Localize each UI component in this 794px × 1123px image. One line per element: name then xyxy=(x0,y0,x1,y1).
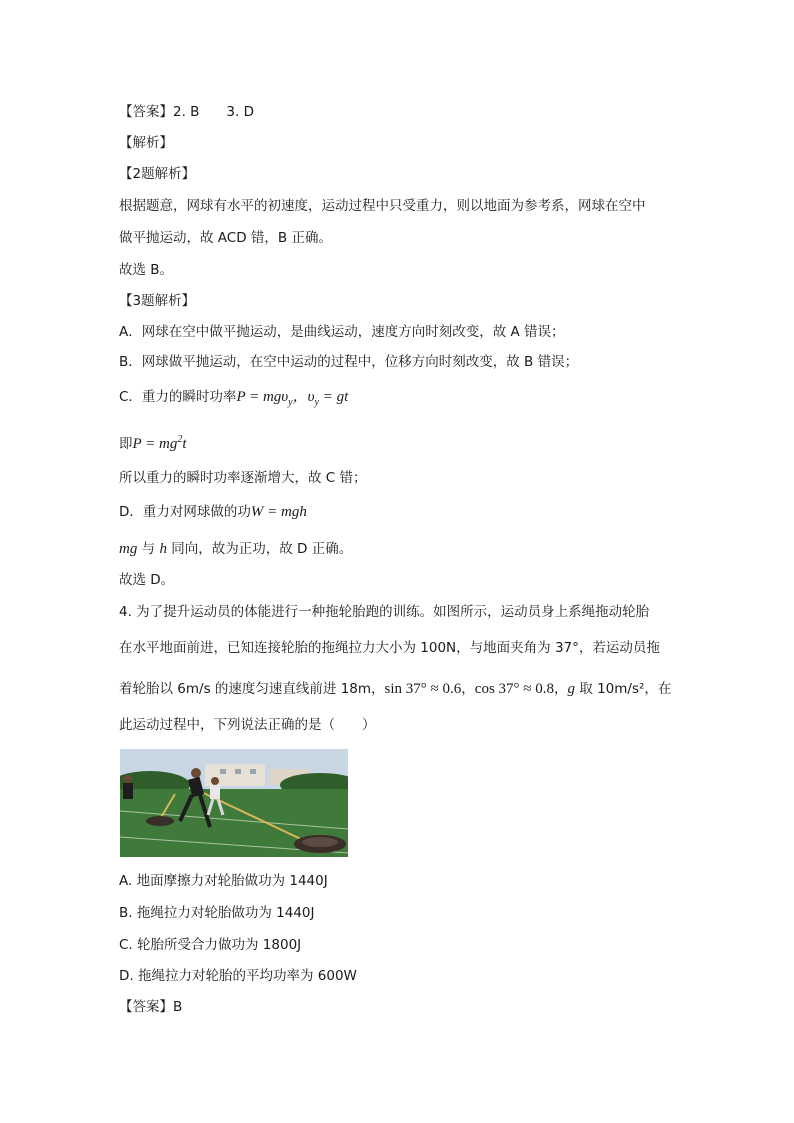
c-text: C．重力的瞬时功率 xyxy=(119,389,237,405)
q3-option-a: A．网球在空中做平抛运动，是曲线运动，速度方向时刻改变，故 A 错误； xyxy=(119,324,565,340)
d2-mid: 与 xyxy=(137,541,160,557)
q4-line-3-b: ， xyxy=(554,681,568,697)
analysis-label: 【解析】 xyxy=(119,135,173,151)
photo-illustration xyxy=(120,749,348,857)
answer-line xyxy=(119,102,254,122)
tire-training-photo xyxy=(120,749,348,857)
q4-option-d: D. 拖绳拉力对轮胎的平均功率为 600W xyxy=(119,968,357,984)
answer-text: 2. B 3. D xyxy=(173,104,254,120)
q4-line-4: 此运动过程中，下列说法正确的是（ ） xyxy=(119,717,376,733)
q4-line-3-c: 取 10m/s²，在 xyxy=(575,681,672,697)
sin-expr: sin 37° ≈ 0.6 xyxy=(384,681,462,697)
g-symbol: g xyxy=(567,681,576,697)
q4-option-b: B. 拖绳拉力对轮胎做功为 1440J xyxy=(119,905,315,921)
q3-conclusion: 故选 D。 xyxy=(119,572,175,588)
q4-line-3-a: 着轮胎以 6m/s 的速度匀速直线前进 18m， xyxy=(119,681,385,697)
q4-line-3 xyxy=(119,679,671,699)
q4-option-a: A. 地面摩擦力对轮胎做功为 1440J xyxy=(119,873,328,889)
q3-option-c-3: 所以重力的瞬时功率逐渐增大，故 C 错； xyxy=(119,470,367,486)
q3-option-c-2 xyxy=(119,430,187,454)
cos-expr: cos 37° ≈ 0.8 xyxy=(474,681,555,697)
h-symbol: h xyxy=(159,541,167,557)
q3-option-b: B．网球做平抛运动，在空中运动的过程中，位移方向时刻改变，故 B 错误； xyxy=(119,354,579,370)
d-formula: W = mgh xyxy=(250,504,307,520)
c-formula: P = mgυ$_y$，$\upsilon_y$ = gt xyxy=(236,389,349,408)
d2-end: 同向，故为正功，故 D 正确。 xyxy=(166,541,353,557)
q2-line-2: 做平抛运动，故 ACD 错，B 正确。 xyxy=(119,230,332,246)
q2-conclusion: 故选 B。 xyxy=(119,262,174,278)
d-text: D．重力对网球做的功 xyxy=(119,504,251,520)
q4-answer-text: B xyxy=(173,999,183,1015)
mg-symbol: mg xyxy=(119,541,138,557)
q4-answer-line xyxy=(119,997,182,1017)
c2-text: 即 xyxy=(119,436,133,452)
q4-option-c: C. 轮胎所受合力做功为 1800J xyxy=(119,937,302,953)
q3-option-d xyxy=(119,502,307,522)
q3-option-d-2 xyxy=(119,539,352,559)
answer-label: 【答案】 xyxy=(119,104,173,120)
c2-formula: $P = mg^2t$ xyxy=(132,434,187,452)
q3-option-c xyxy=(119,387,348,413)
q2-heading: 【2题解析】 xyxy=(119,166,196,182)
q3-heading: 【3题解析】 xyxy=(119,293,196,309)
q4-sep: ， xyxy=(461,681,475,697)
q2-line-1: 根据题意，网球有水平的初速度，运动过程中只受重力，则以地面为参考系，网球在空中 xyxy=(119,198,646,214)
q4-line-2: 在水平地面前进，已知连接轮胎的拖绳拉力大小为 100N，与地面夹角为 37°，若运动员拖 xyxy=(119,640,660,656)
q4-line-1: 4. 为了提升运动员的体能进行一种拖轮胎跑的训练。如图所示，运动员身上系绳拖动轮胎 xyxy=(119,604,650,620)
q4-answer-label: 【答案】 xyxy=(119,999,173,1015)
